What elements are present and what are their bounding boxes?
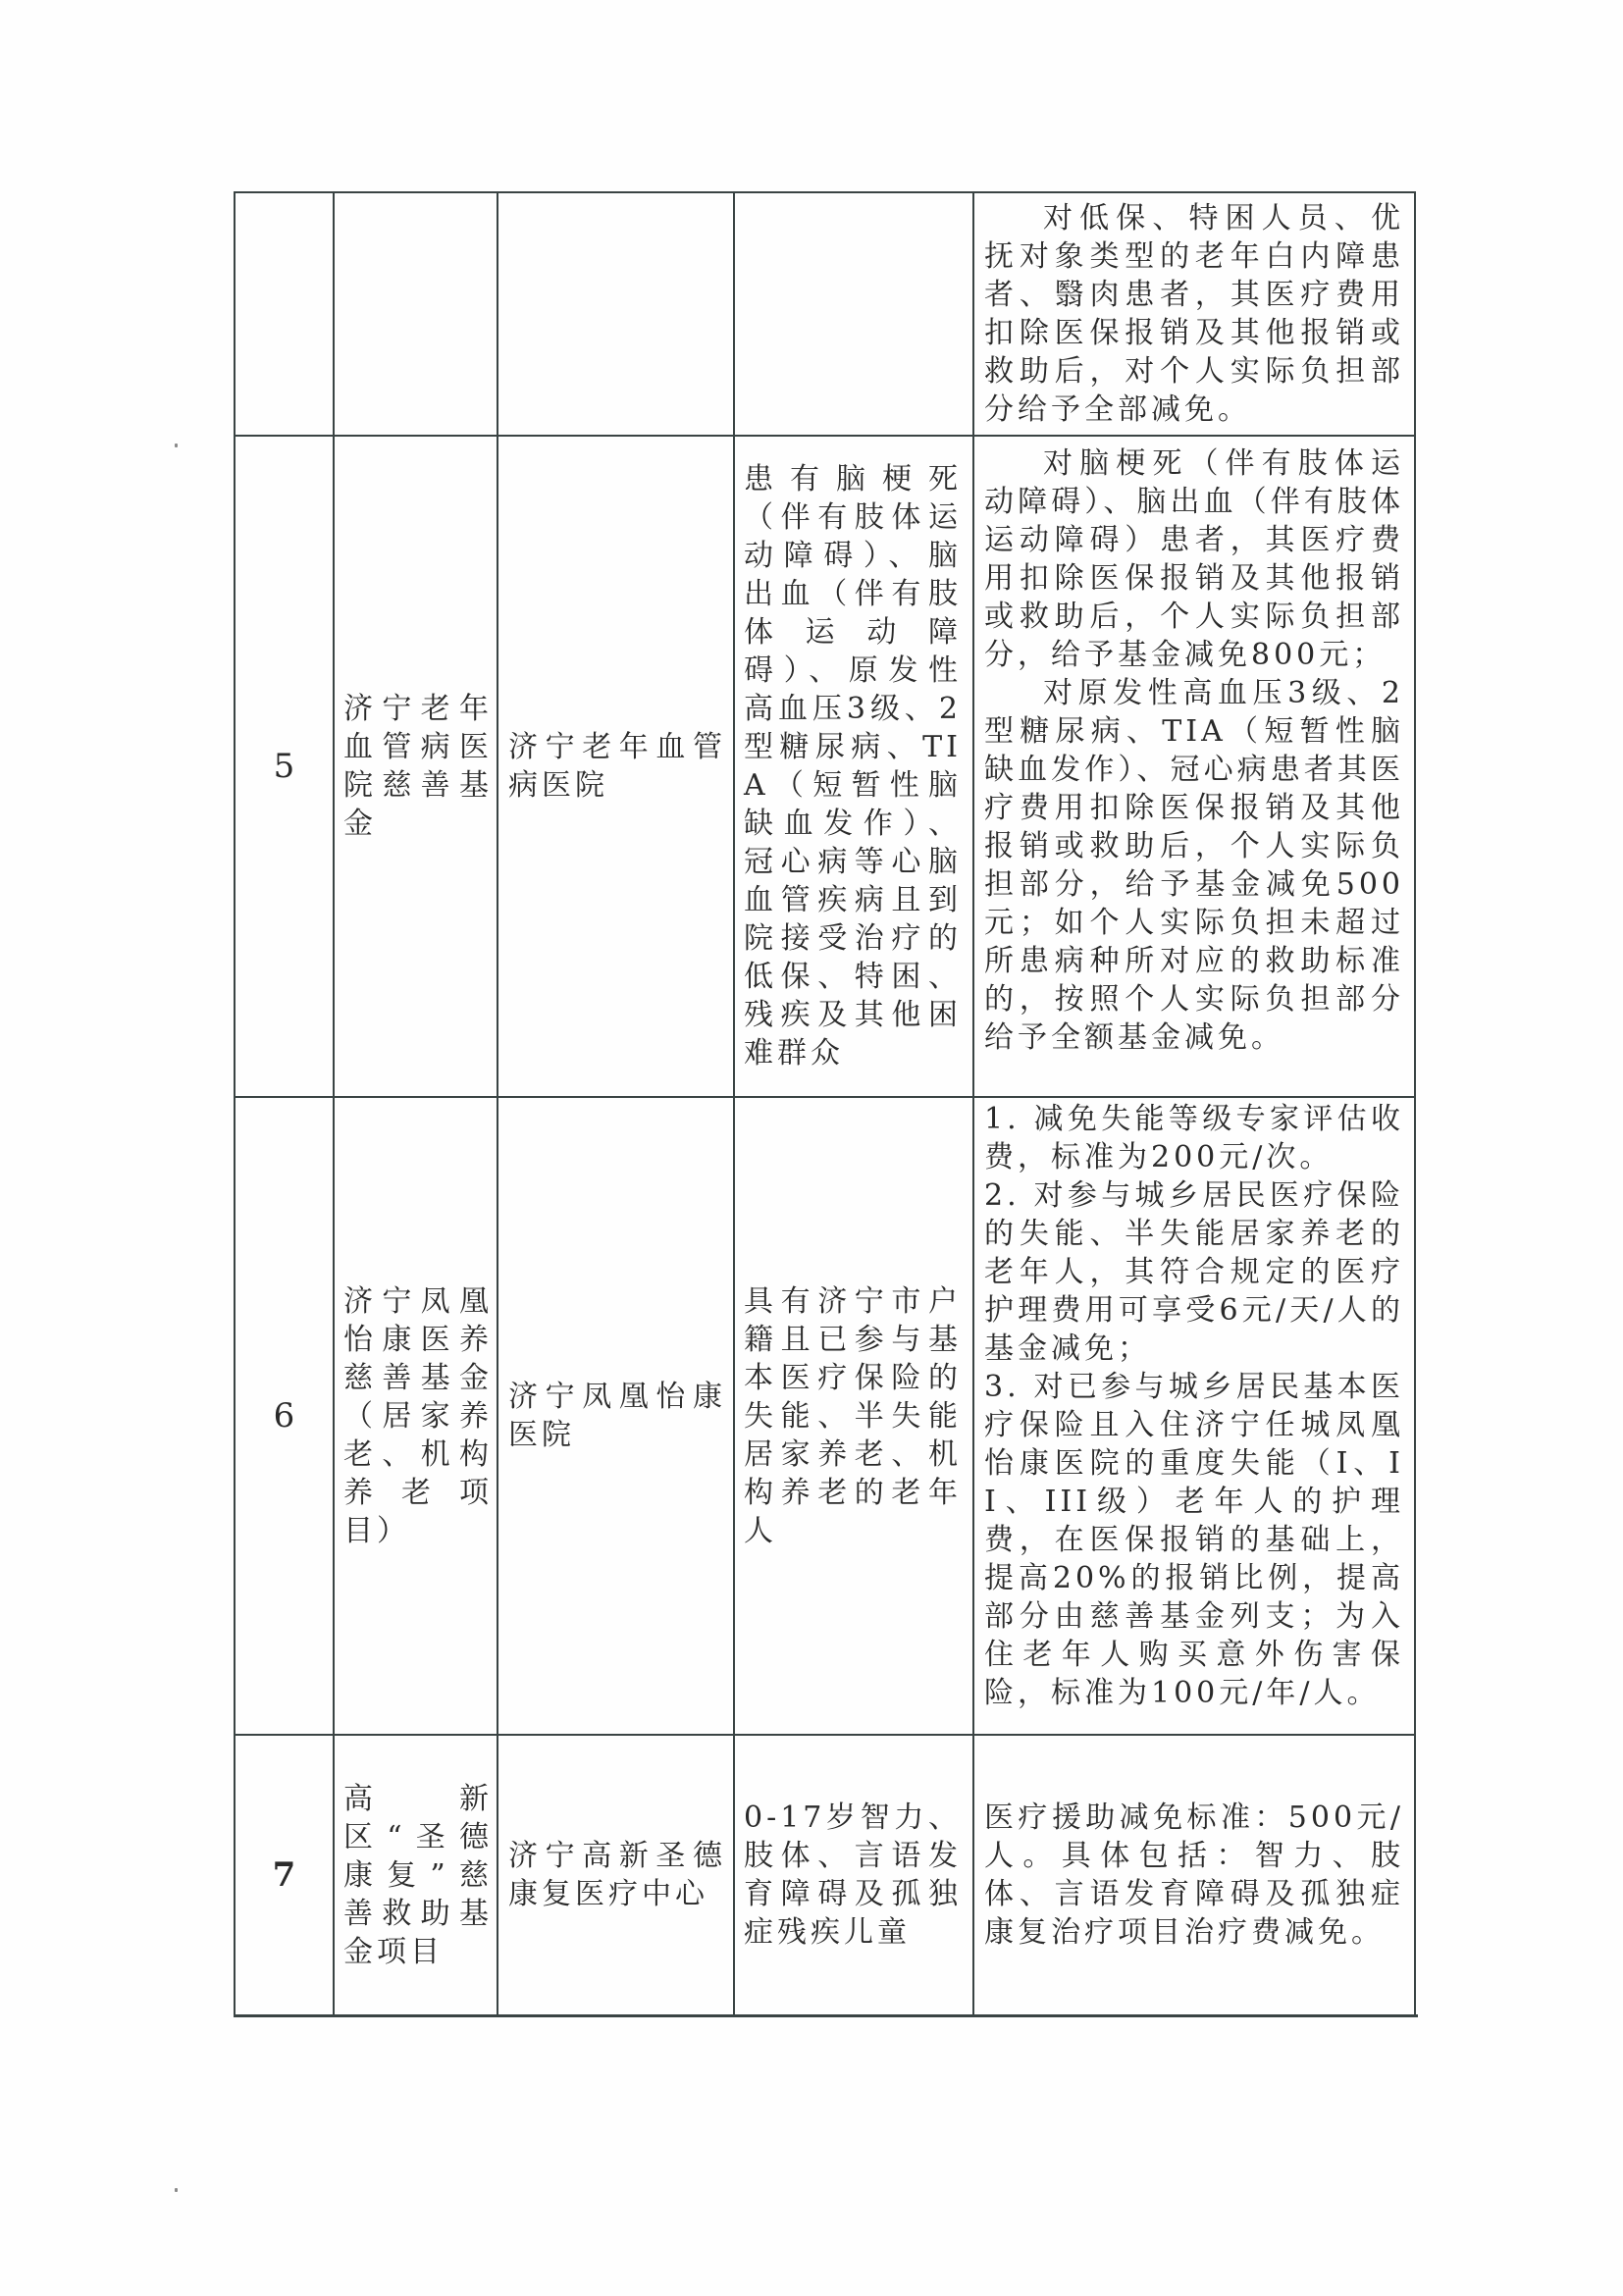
row-index-value: 5 xyxy=(273,746,295,786)
institution-name: 济宁老年血管病医院 xyxy=(508,730,726,803)
standard-item-1: 1. 减免失能等级专家评估收费，标准为200元/次。 xyxy=(984,1102,1404,1174)
target-cell xyxy=(744,437,962,1096)
standard-cell xyxy=(984,1736,1404,2014)
standard-paragraph: 对低保、特困人员、优抚对象类型的老年白内障患者、翳肉患者，其医疗费用扣除医保报销及其他报销或救助后，对个人实际负担部分给予全部减免。 xyxy=(984,201,1404,427)
row-index xyxy=(236,437,333,1096)
project-name-cell xyxy=(343,1098,493,1734)
table-border-bottom xyxy=(234,2014,1418,2017)
target-cell xyxy=(744,1098,962,1734)
target-cell xyxy=(744,1736,962,2014)
aid-table xyxy=(234,191,1416,2016)
table-border-right xyxy=(1414,191,1416,2016)
target-group: 0-17岁智力、肢体、言语发育障碍及孤独症残疾儿童 xyxy=(744,1800,962,1950)
column-divider xyxy=(333,191,335,2016)
institution-cell xyxy=(508,1098,726,1734)
project-name-cell xyxy=(343,1736,493,2014)
scan-speck xyxy=(175,2188,178,2192)
row-index xyxy=(236,1736,333,2014)
column-divider xyxy=(497,191,498,2016)
table-border-top xyxy=(234,191,1416,193)
project-name-cell xyxy=(343,437,493,1096)
project-name: 济宁老年血管病医院慈善基金 xyxy=(343,692,493,841)
standard-cell xyxy=(984,444,1404,1057)
target-group: 患有脑梗死（伴有肢体运动障碍）、脑出血（伴有肢体运动障碍）、原发性高血压3级、2型糖尿病、TIA（短暂性脑缺血发作）、冠心病等心脑血管疾病且到院接受治疗的低保、特困、残疾及其他困难群众 xyxy=(744,462,962,1070)
standard-paragraph: 对原发性高血压3级、2型糖尿病、TIA（短暂性脑缺血发作）、冠心病患者其医疗费用扣除医保报销及其他报销或救助后，个人实际负担部分，给予基金减免500元；如个人实际负担未超过所患病种所对应的救助标准的，按照个人实际负担部分给予全额基金减免。 xyxy=(984,676,1404,1055)
column-divider xyxy=(972,191,974,2016)
standard-item-2: 2. 对参与城乡居民医疗保险的失能、半失能居家养老的老年人，其符合规定的医疗护理费用可享受6元/天/人的基金减免； xyxy=(984,1178,1404,1366)
project-name: 济宁凤凰怡康医养慈善基金（居家养老、机构养老项目） xyxy=(343,1283,493,1548)
project-name: 高新区“圣德康复”慈善救助基金项目 xyxy=(343,1781,493,1969)
row-index-value: 7 xyxy=(272,1854,296,1895)
column-divider xyxy=(733,191,735,2016)
institution-cell xyxy=(508,1736,726,2014)
standard-cell xyxy=(984,1100,1404,1712)
institution-name: 济宁凤凰怡康医院 xyxy=(508,1380,726,1452)
table-row-continued-standard xyxy=(984,199,1404,429)
standard-paragraph: 对脑梗死（伴有肢体运动障碍）、脑出血（伴有肢体运动障碍）患者，其医疗费用扣除医保报销及其他报销或救助后，个人实际负担部分，给予基金减免800元； xyxy=(984,446,1404,672)
row-index-value: 6 xyxy=(273,1395,295,1435)
scan-speck xyxy=(175,444,178,447)
standard-paragraph: 医疗援助减免标准：500元/人。具体包括：智力、肢体、言语发育障碍及孤独症康复治疗项目治疗费减免。 xyxy=(984,1800,1404,1950)
row-index xyxy=(236,1098,333,1734)
institution-cell xyxy=(508,437,726,1096)
target-group: 具有济宁市户籍且已参与基本医疗保险的失能、半失能居家养老、机构养老的老年人 xyxy=(744,1283,962,1548)
institution-name: 济宁高新圣德康复医疗中心 xyxy=(508,1839,726,1911)
standard-item-3: 3. 对已参与城乡居民基本医疗保险且入住济宁任城凤凰怡康医院的重度失能（I、II、III级）老年人的护理费，在医保报销的基础上，提高20%的报销比例，提高部分由慈善基金列支；为入住老年人购买意外伤害保险，标准为100元/年/人。 xyxy=(984,1370,1404,1710)
